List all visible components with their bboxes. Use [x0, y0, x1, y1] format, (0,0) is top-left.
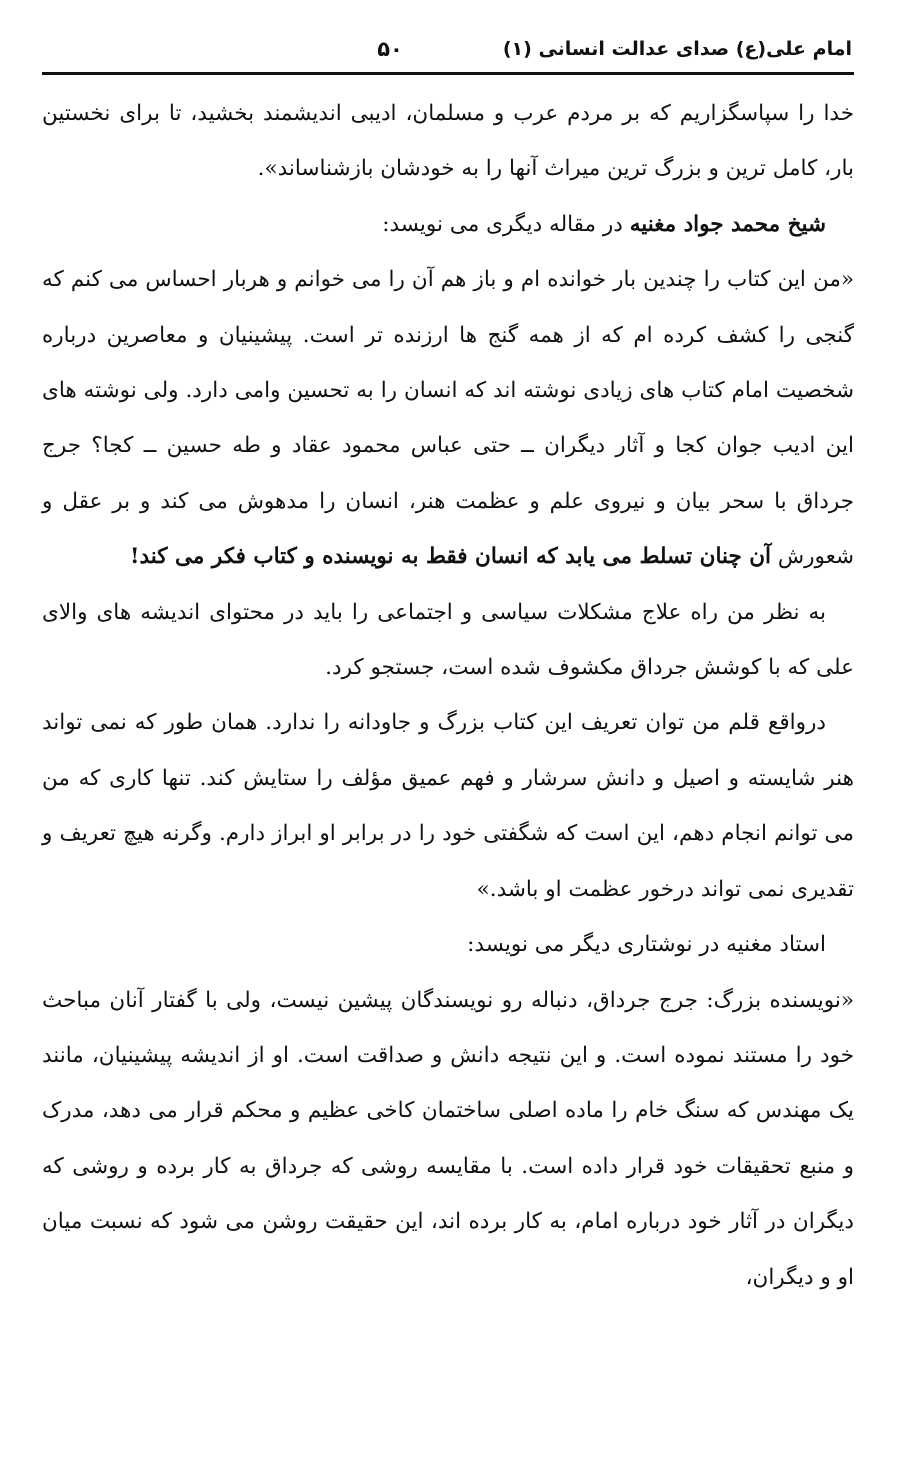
- paragraph-3-bold-tail: آن چنان تسلط می یابد که انسان فقط به نویسنده و کتاب فکر می کند!: [130, 544, 772, 570]
- header-divider: [42, 72, 854, 75]
- paragraph-6: استاد مغنیه در نوشتاری دیگر می نویسد:: [467, 932, 826, 958]
- running-header: [42, 34, 854, 64]
- page-number: ۵۰: [377, 37, 403, 61]
- book-page: [42, 0, 854, 1479]
- paragraph-7: «نویسنده بزرگ: جرج جرداق، دنباله رو نویسندگان پیشین نیست، ولی با گفتار آنان مباحث خود را مستند نموده است. و این نتیجه دانش و صداقت است. او از اندیشه پیشینیان، مانند یک مهندس که سنگ خام را ماده اصلی ساختمان کاخی عظیم و محکم قرار می دهد، مدرک و منبع تحقیقات خود قرار داده است. با مقایسه روشی که جرداق به کار برده و روشی که دیگران در آثار خود درباره امام، به کار برده اند، این حقیقت روشن می شود که نسبت میان او و دیگران،: [42, 987, 854, 1290]
- paragraph-3-text: «من این کتاب را چندین بار خوانده ام و باز هم آن را می خوانم و هربار احساس می کنم که گنجی را کشف کرده ام که از همه گنج ها ارزنده تر است. پیشینیان و معاصرین درباره شخصیت امام کتاب های زیادی نوشته اند که انسان را به تحسین وامی دارد. ولی نوشته های این ادیب جوان کجا و آثار دیگران ــ حتی عباس محمود عقاد و طه حسین ــ کجا؟ جرج جرداق با سحر بیان و نیروی علم و عظمت هنر، انسان را مدهوش می کند و بر عقل و شعورش: [42, 267, 854, 570]
- paragraph-5: درواقع قلم من توان تعریف این کتاب بزرگ و جاودانه را ندارد. همان طور که نمی تواند هنر شایسته و اصیل و دانش سرشار و فهم عمیق مؤلف را ستایش کند. تنها کاری که من می توانم انجام دهم، این است که شگفتی خود را در برابر او ابراز دارم. وگرنه هیچ تعریف و تقدیری نمی تواند درخور عظمت او باشد.»: [42, 710, 854, 902]
- paragraph-2: [42, 197, 854, 252]
- paragraph-2-rest: در مقاله دیگری می نویسد:: [382, 211, 630, 237]
- paragraph-3: [42, 252, 854, 584]
- book-title: امام علی(ع) صدای عدالت انسانی (۱): [502, 38, 852, 60]
- body-text: [42, 86, 854, 1305]
- author-name: شیخ محمد جواد مغنیه: [629, 211, 826, 237]
- paragraph-4: به نظر من راه علاج مشکلات سیاسی و اجتماعی را باید در محتوای اندیشه های والای علی که با کوشش جرداق مکشوف شده است، جستجو کرد.: [42, 599, 854, 681]
- paragraph-1: خدا را سپاسگزاریم که بر مردم عرب و مسلمان، ادیبی اندیشمند بخشید، تا برای نخستین بار، کامل ترین و بزرگ ترین میراث آنها را به خودشان بازشناساند».: [42, 101, 854, 182]
